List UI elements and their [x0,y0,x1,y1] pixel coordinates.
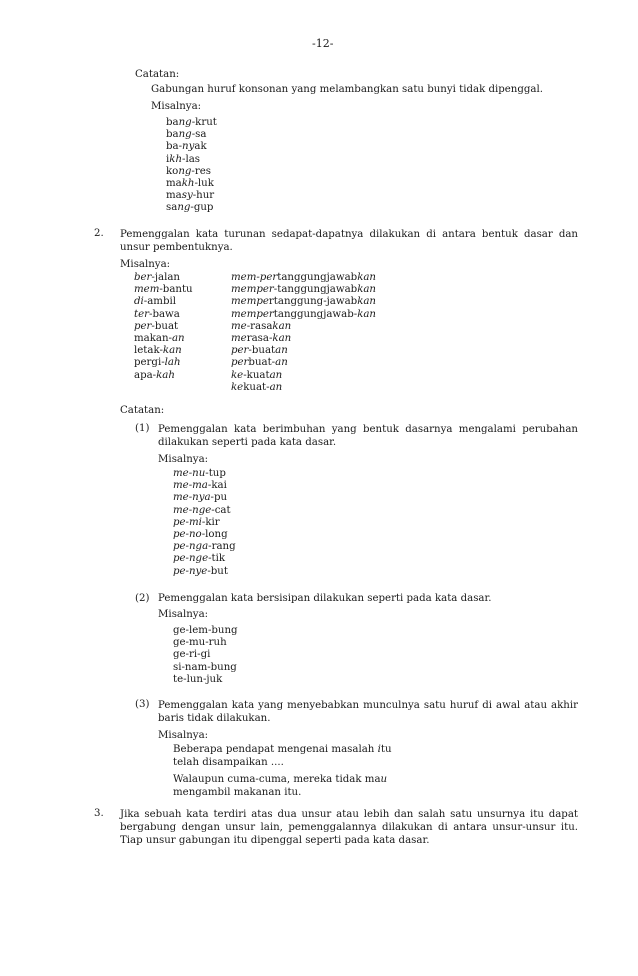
italic-segment: ny [182,141,195,153]
text-segment: -kai [207,480,227,492]
example-word: te-lun-juk [173,673,223,685]
italic-segment: ter [134,308,149,320]
italic-segment: ng [178,117,192,128]
text-segment: -long [201,529,228,541]
example-word [231,370,376,382]
text-segment: -res [191,165,211,177]
example-word [173,468,236,480]
example-word [173,517,236,529]
example-word [173,492,236,504]
example-word [166,190,217,202]
example-column-derived [231,272,376,394]
example-word: ge-mu-ruh [173,637,227,649]
italic-segment: kah [156,369,175,381]
italic-segment: pe-nga [173,541,209,553]
text-segment: -pu [210,492,228,504]
italic-segment: per [231,345,249,357]
text-segment: pergi- [134,357,165,369]
italic-segment: per [231,357,249,369]
text-segment: -ambil [143,296,176,308]
italic-segment: ber [134,272,152,283]
example-label: Misalnya: [151,101,202,112]
text-segment: -bawa [149,308,180,320]
example-word [231,357,376,369]
italic-segment: memper [231,308,274,320]
italic-segment: me [231,320,247,332]
example-word [134,357,193,369]
italic-segment: an [269,381,283,393]
text-segment: tu [380,744,392,755]
italic-segment: i [377,744,381,755]
example-word [134,309,193,321]
italic-segment: ng [177,202,191,214]
example-line: mengambil makanan itu. [173,787,302,798]
example-word [231,272,376,284]
list-number: 2. [94,228,104,239]
text-segment: ko [166,165,179,177]
text-segment: ak [194,141,207,153]
text-segment: apa- [134,369,157,381]
example-line [173,774,387,786]
text-segment: -hur [192,190,215,202]
example-word: si-nam-bung [173,661,237,673]
paragraph-text: Jika sebuah kata terdiri atas dua unsur atau lebih dan salah satu unsurnya itu dapat bergabung dengan unsur lain, pemenggalannya dilakukan di antara unsur-unsur itu. Tiap unsur gabungan itu dipenggal seperti pada kata dasar. [120,809,578,847]
italic-segment: ng [178,129,192,141]
example-word [231,321,376,333]
example-word [166,154,217,166]
sub-number: (3) [135,699,150,710]
text-segment: -buat [248,345,276,357]
text-segment: ma [166,190,182,202]
example-word [166,166,217,178]
italic-segment: an [269,369,283,381]
example-line: telah disampaikan .... [173,757,284,768]
text-segment: -rang [208,541,236,553]
text-segment: ba [166,129,179,141]
italic-segment: sy [181,190,193,202]
text-segment: -las [182,153,201,165]
example-word: ge-ri-gi [173,649,211,661]
italic-segment: pe-nye [173,565,208,577]
text-segment: sa [166,202,178,214]
italic-segment: pe-no [173,529,202,541]
example-word [231,345,376,357]
italic-segment: an [171,333,185,345]
example-word [134,272,193,284]
italic-segment: kan [272,333,292,345]
italic-segment: mem-per [231,272,278,283]
example-label: Misalnya: [158,609,209,620]
text-segment: -sa [191,129,207,141]
text-segment: -kuat [243,369,270,381]
text-segment: -rasa [246,320,273,332]
text-segment: -luk [194,178,214,190]
text-segment: tanggungjawab [277,272,358,283]
example-word [231,309,376,321]
sub-number: (1) [135,423,150,434]
italic-segment: pe-mi [173,516,202,528]
example-word [166,202,217,214]
italic-segment: u [380,774,388,785]
text-segment: makan- [134,333,172,345]
italic-segment: me-nge [173,504,212,516]
note-text: Gabungan huruf konsonan yang melambangkan satu bunyi tidak dipenggal. [151,84,543,95]
text-segment: ba- [166,141,183,153]
italic-segment: per [134,320,152,332]
italic-segment: kan [357,296,376,308]
sub-number: (2) [135,593,150,604]
text-segment: -cat [211,504,231,516]
italic-segment: kan [162,345,182,357]
sub-text: Pemenggalan kata berimbuhan yang bentuk dasarnya mengalami perubahan dilakukan seperti pada kata dasar. [158,424,578,449]
example-word [134,321,193,333]
example-word [173,505,236,517]
example-label: Misalnya: [120,259,171,270]
text-segment: rasa- [246,333,273,345]
example-word-list [173,625,238,686]
example-word [173,553,236,565]
text-segment: -gup [190,202,214,214]
text-segment: -tik [208,553,226,565]
example-word [134,296,193,308]
paragraph-text: Pemenggalan kata turunan sedapat-dapatnya dilakukan di antara bentuk dasar dan unsur pembentuknya. [120,229,578,254]
text-segment: -tup [205,468,226,479]
note-label: Catatan: [120,405,165,416]
italic-segment: kan [357,284,376,296]
italic-segment: an [275,357,288,369]
example-word [231,382,376,394]
example-word [173,566,236,578]
italic-segment: me-ma [173,480,208,492]
text-segment: -bantu [159,284,193,296]
text-segment: -kir [201,516,220,528]
text-segment: -buat [151,320,179,332]
example-word [166,129,217,141]
sub-text: Pemenggalan kata yang menyebabkan munculnya satu huruf di awal atau akhir baris tidak dilakukan. [158,700,578,725]
italic-segment: ke [231,369,244,381]
italic-segment: kan [357,308,376,320]
text-segment: ba [166,117,179,128]
example-word [231,296,376,308]
italic-segment: mempe [231,296,269,308]
page-number: -12- [312,37,334,50]
list-number: 3. [94,808,104,819]
italic-segment: pe-nge [173,553,209,565]
italic-segment: me-nu [173,468,206,479]
example-word [134,370,193,382]
sub-text: Pemenggalan kata bersisipan dilakukan seperti pada kata dasar. [158,593,492,604]
italic-segment: ng [178,165,192,177]
example-word [166,141,217,153]
example-word [166,178,217,190]
example-word-list [166,117,217,215]
italic-segment: an [275,345,288,357]
italic-segment: kan [357,272,376,283]
text-segment: i [166,153,170,165]
text-segment: -tanggungjawab [273,284,358,296]
text-segment: tanggungjawab- [273,308,358,320]
text-segment: Beberapa pendapat mengenai masalah [173,744,378,755]
italic-segment: me-nya [173,492,211,504]
italic-segment: kh [181,178,195,190]
example-word: ge-lem-bung [173,625,238,636]
example-word [134,333,193,345]
text-segment: -krut [191,117,217,128]
text-segment: -but [207,565,228,577]
example-word [134,284,193,296]
italic-segment: di [134,296,144,308]
text-segment: letak- [134,345,163,357]
text-segment: ma [166,178,182,190]
example-word [134,345,193,357]
note-label: Catatan: [135,69,180,80]
italic-segment: lah [164,357,181,369]
example-word [231,333,376,345]
italic-segment: memper [231,284,274,296]
example-word [166,117,217,129]
example-label: Misalnya: [158,454,209,465]
text-segment: rtanggung-jawab [268,296,358,308]
italic-segment: ke [231,381,244,393]
text-segment: buat- [248,357,276,369]
italic-segment: me [231,333,247,345]
example-column-base [134,272,193,382]
example-word [173,541,236,553]
italic-segment: mem [134,284,160,296]
text-segment: -jalan [151,272,180,283]
italic-segment: kan [272,320,292,332]
example-word [173,529,236,541]
example-line [173,744,392,756]
example-word-list [173,468,236,578]
text-segment: kuat- [243,381,270,393]
text-segment: Walaupun cuma-cuma, mereka tidak ma [173,774,381,785]
example-word [173,480,236,492]
example-word [231,284,376,296]
italic-segment: kh [169,153,182,165]
example-label: Misalnya: [158,730,209,741]
